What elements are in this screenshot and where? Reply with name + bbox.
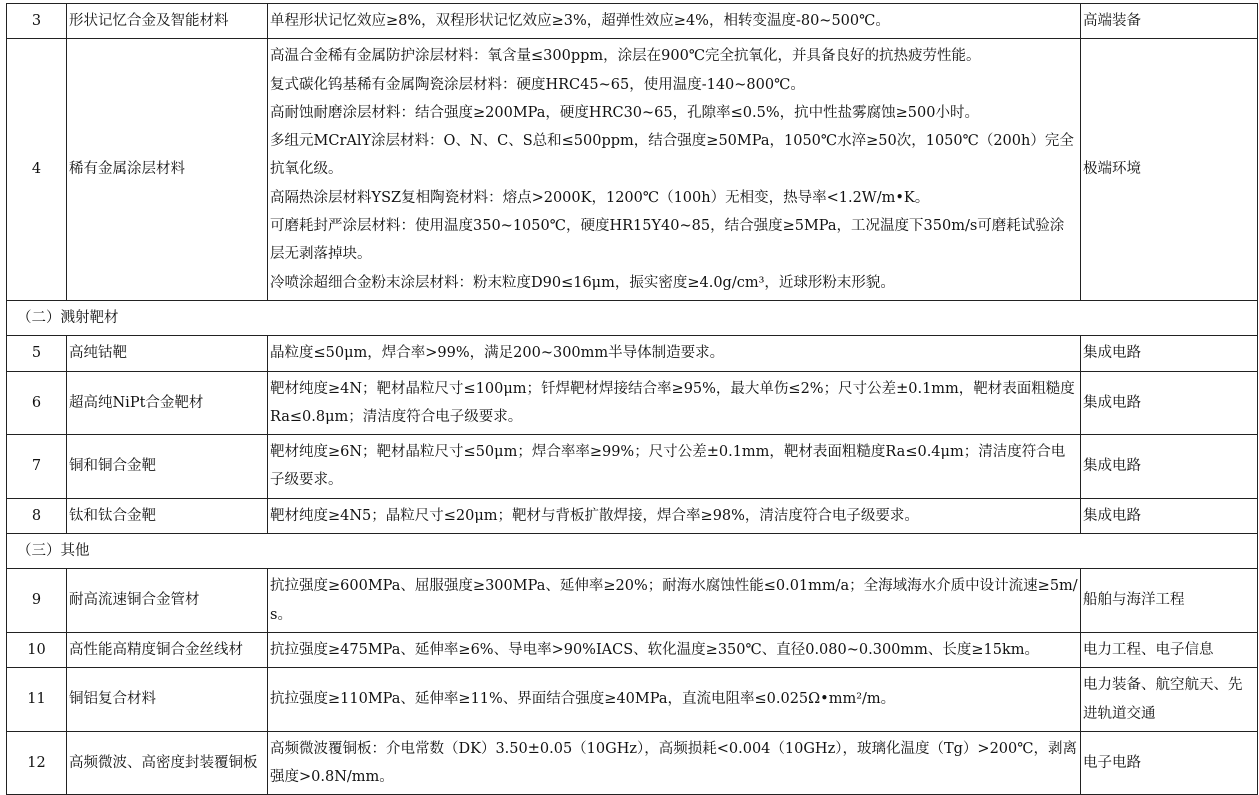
- application-field: 电力工程、电子信息: [1081, 632, 1258, 667]
- row-number: 3: [7, 4, 67, 39]
- application-field: 集成电路: [1081, 371, 1258, 435]
- application-field: 集成电路: [1081, 498, 1258, 533]
- spec-cell: [268, 435, 1081, 499]
- spec-line: 靶材纯度≥6N；靶材晶粒尺寸≤50μm；焊合率率≥99%；尺寸公差±0.1mm，靶材表面粗糙度Ra≤0.4μm；清洁度符合电子级要求。: [270, 444, 1066, 489]
- row-number: 12: [7, 731, 67, 795]
- spec-line: 抗拉强度≥600MPa、屈服强度≥300MPa、延伸率≥20%；耐海水腐蚀性能≤0.01mm/a；全海域海水介质中设计流速≥5m/s。: [270, 578, 1078, 623]
- application-field: 集成电路: [1081, 336, 1258, 371]
- row-number: 7: [7, 435, 67, 499]
- material-name: 高性能高精度铜合金丝线材: [67, 632, 268, 667]
- spec-line: 高耐蚀耐磨涂层材料：结合强度≥200MPa，硬度HRC30~65，孔隙率≤0.5%，抗中性盐雾腐蚀≥500小时。: [270, 104, 979, 121]
- section-row: [7, 534, 1258, 569]
- section-heading: （二）溅射靶材: [7, 300, 1258, 335]
- spec-line: 复式碳化钨基稀有金属陶瓷涂层材料：硬度HRC45~65，使用温度-140~800℃。: [270, 76, 805, 93]
- row-number: 11: [7, 668, 67, 732]
- spec-line: 靶材纯度≥4N5；晶粒尺寸≤20μm；靶材与背板扩散焊接，焊合率≥98%，清洁度符合电子级要求。: [270, 507, 919, 524]
- spec-line: 抗拉强度≥110MPa、延伸率≥11%、界面结合强度≥40MPa，直流电阻率≤0.025Ω•mm²/m。: [270, 691, 896, 708]
- spec-line: 高隔热涂层材料YSZ复相陶瓷材料：熔点>2000K，1200℃（100h）无相变，热导率<1.2W/m•K。: [270, 189, 930, 206]
- spec-cell: [268, 668, 1081, 732]
- material-name: 稀有金属涂层材料: [67, 39, 268, 301]
- material-name: 钛和钛合金靶: [67, 498, 268, 533]
- row-number: 6: [7, 371, 67, 435]
- spec-cell: [268, 731, 1081, 795]
- application-field: 电力装备、航空航天、先进轨道交通: [1081, 668, 1258, 732]
- row-number: 4: [7, 39, 67, 301]
- material-name: 铜和铜合金靶: [67, 435, 268, 499]
- spec-line: 多组元MCrAlY涂层材料：O、N、C、S总和≤500ppm，结合强度≥50MPa，1050℃水淬≥50次，1050℃（200h）完全抗氧化级。: [270, 133, 1074, 178]
- spec-cell: [268, 39, 1081, 301]
- table-row: [7, 371, 1258, 435]
- material-name: 超高纯NiPt合金靶材: [67, 371, 268, 435]
- spec-cell: [268, 498, 1081, 533]
- application-field: 极端环境: [1081, 39, 1258, 301]
- materials-table: [6, 3, 1258, 795]
- application-field: 高端装备: [1081, 4, 1258, 39]
- row-number: 5: [7, 336, 67, 371]
- section-row: [7, 300, 1258, 335]
- spec-cell: [268, 336, 1081, 371]
- spec-line: 可磨耗封严涂层材料：使用温度350~1050℃，硬度HR15Y40~85，结合强度≥5MPa，工况温度下350m/s可磨耗试验涂层无剥落掉块。: [270, 218, 1065, 263]
- application-field: 电子电路: [1081, 731, 1258, 795]
- row-number: 10: [7, 632, 67, 667]
- material-name: 耐高流速铜合金管材: [67, 569, 268, 633]
- spec-line: 冷喷涂超细合金粉末涂层材料：粉末粒度D90≤16μm，振实密度≥4.0g/cm³，近球形粉末形貌。: [270, 274, 895, 291]
- table-row: [7, 731, 1258, 795]
- spec-line: 靶材纯度≥4N；靶材晶粒尺寸≤100μm；钎焊靶材焊接结合率≥95%，最大单伤≤2%；尺寸公差±0.1mm，靶材表面粗糙度Ra≤0.8μm；清洁度符合电子级要求。: [270, 380, 1075, 425]
- section-heading: （三）其他: [7, 534, 1258, 569]
- table-row: [7, 39, 1258, 301]
- material-name: 铜铝复合材料: [67, 668, 268, 732]
- table-row: [7, 4, 1258, 39]
- row-number: 8: [7, 498, 67, 533]
- spec-cell: [268, 569, 1081, 633]
- spec-line: 高温合金稀有金属防护涂层材料：氧含量≤300ppm，涂层在900℃完全抗氧化，并具备良好的抗热疲劳性能。: [270, 48, 981, 65]
- spec-cell: [268, 4, 1081, 39]
- material-name: 形状记忆合金及智能材料: [67, 4, 268, 39]
- table-row: [7, 435, 1258, 499]
- table-row: [7, 632, 1258, 667]
- spec-line: 高频微波覆铜板：介电常数（DK）3.50±0.05（10GHz），高频损耗<0.004（10GHz），玻璃化温度（Tg）>200℃，剥离强度>0.8N/mm。: [270, 740, 1077, 786]
- spec-line: 晶粒度≤50μm，焊合率>99%，满足200~300mm半导体制造要求。: [270, 345, 725, 362]
- application-field: 集成电路: [1081, 435, 1258, 499]
- application-field: 船舶与海洋工程: [1081, 569, 1258, 633]
- table-row: [7, 569, 1258, 633]
- spec-cell: [268, 371, 1081, 435]
- spec-line: 单程形状记忆效应≥8%，双程形状记忆效应≥3%，超弹性效应≥4%，相转变温度-80~500℃。: [270, 13, 890, 29]
- material-name: 高频微波、高密度封装覆铜板: [67, 731, 268, 795]
- row-number: 9: [7, 569, 67, 633]
- document-page: [6, 3, 1258, 795]
- table-row: [7, 498, 1258, 533]
- spec-cell: [268, 632, 1081, 667]
- materials-table-body: [7, 4, 1258, 795]
- material-name: 高纯钴靶: [67, 336, 268, 371]
- table-row: [7, 336, 1258, 371]
- table-row: [7, 668, 1258, 732]
- spec-line: 抗拉强度≥475MPa、延伸率≥6%、导电率>90%IACS、软化温度≥350℃、直径0.080~0.300mm、长度≥15km。: [270, 641, 1040, 658]
